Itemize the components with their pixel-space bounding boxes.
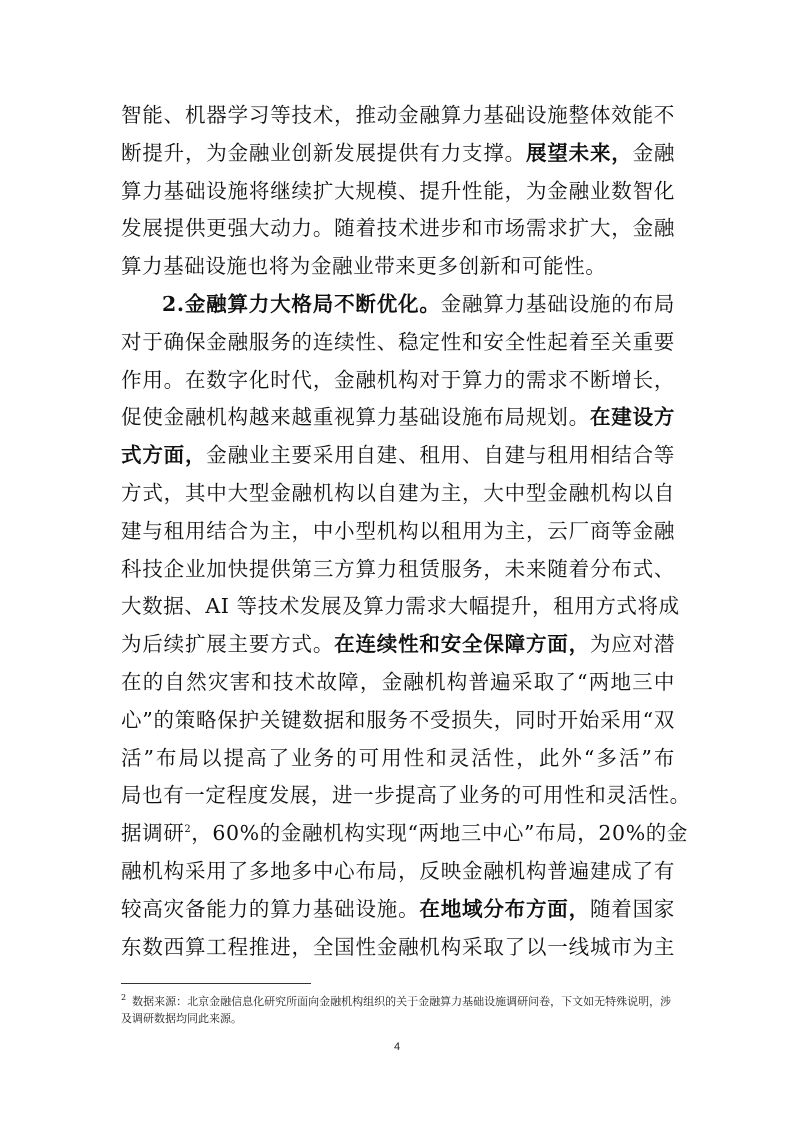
text-line (121, 664, 675, 702)
text-segment: 科技企业加快提供第三方算力租赁服务，未来随着分布式、 (121, 556, 675, 581)
bold-heading-text: 在建设方 (589, 405, 675, 430)
text-segment: 金融业主要采用自建、租用、自建与租用相结合等 (206, 443, 675, 468)
text-line (121, 853, 675, 891)
text-segment: ，60%的金融机构实现“两地三中心”布局，20%的金 (191, 821, 688, 846)
bold-heading-text: 式方面， (121, 443, 207, 468)
text-segment: 随着国家 (589, 896, 675, 921)
text-segment: 作用。在数字化时代，金融机构对于算力的需求不断增长， (121, 367, 675, 392)
text-segment: 心”的策略保护关键数据和服务不受损失，同时开始采用“双 (121, 707, 675, 732)
text-segment: 据调研 (121, 821, 185, 846)
text-segment: 较高灾备能力的算力基础设施。 (121, 896, 420, 921)
text-segment: 促使金融机构越来越重视算力基础设施布局规划。 (121, 405, 590, 430)
footnote-text: 数据来源：北京金融信息化研究所面向金融机构组织的关于金融算力基础设施调研问卷，下文如无特殊说明，涉及调研数据均同此来源。 (121, 995, 672, 1025)
text-line (121, 324, 675, 362)
text-line (121, 173, 675, 211)
text-line (121, 248, 675, 286)
text-line (121, 626, 675, 664)
text-segment: 金融算力基础设施的布局 (440, 291, 675, 316)
text-segment: 金融 (632, 140, 675, 165)
text-segment: 东数西算工程推进，全国性金融机构采取了以一线城市为主 (121, 934, 675, 959)
text-segment: 方式，其中大型金融机构以自建为主，大中型金融机构以自 (121, 480, 675, 505)
bold-heading-text: 展望未来， (526, 140, 633, 165)
text-segment: 发展提供更强大动力。随着技术进步和市场需求扩大，金融 (121, 216, 675, 241)
text-line (121, 286, 675, 324)
footnote-mark: 2 (121, 993, 127, 1003)
text-segment: 算力基础设施也将为金融业带来更多创新和可能性。 (121, 254, 607, 279)
text-line (121, 437, 675, 475)
text-line (121, 702, 675, 740)
text-line (121, 588, 680, 626)
text-segment: 活”布局以提高了业务的可用性和灵活性，此外“多活”布 (121, 745, 675, 770)
text-line (121, 210, 675, 248)
footnote-divider (121, 983, 311, 984)
text-segment: 融机构采用了多地多中心布局，反映金融机构普遍建成了有 (121, 858, 675, 883)
text-line (121, 891, 675, 929)
bold-heading-text: 在地域分布方面， (419, 896, 590, 921)
text-segment: 为后续扩展主要方式。 (121, 632, 335, 657)
text-segment: 对于确保金融服务的连续性、稳定性和安全性起着至关重要 (121, 329, 675, 354)
text-segment: 智能、机器学习等技术，推动金融算力基础设施整体效能不 (121, 103, 675, 127)
text-segment: 断提升，为金融业创新发展提供有力支撑。 (121, 140, 526, 165)
text-line (121, 815, 688, 853)
text-segment: 为应对潜 (589, 632, 675, 657)
text-line (121, 740, 675, 778)
text-segment: 建与租用结合为主，中小型机构以租用为主，云厂商等金融 (121, 518, 675, 543)
text-line (121, 97, 675, 135)
text-segment: 在的自然灾害和技术故障，金融机构普遍采取了“两地三中 (121, 669, 675, 694)
body-paragraphs (121, 97, 691, 966)
text-segment: 局也有一定程度发展，进一步提高了业务的可用性和灵活性。 (121, 783, 691, 808)
bold-heading-text: 在连续性和安全保障方面， (334, 632, 590, 657)
page-number: 4 (393, 1041, 401, 1053)
text-line (121, 135, 675, 173)
text-line (121, 513, 675, 551)
text-segment: 算力基础设施将继续扩大规模、提升性能，为金融业数智化 (121, 178, 675, 203)
text-line (121, 475, 675, 513)
footnote (121, 993, 681, 1027)
text-line (121, 551, 675, 589)
text-line (121, 399, 675, 437)
text-line (121, 929, 675, 967)
bold-heading-text: 2.金融算力大格局不断优化。 (162, 291, 441, 316)
text-line (121, 362, 675, 400)
text-segment: 大数据、AI 等技术发展及算力需求大幅提升，租用方式将成 (121, 594, 680, 619)
text-line (121, 777, 691, 815)
footnote-reference: 2 (184, 824, 192, 836)
